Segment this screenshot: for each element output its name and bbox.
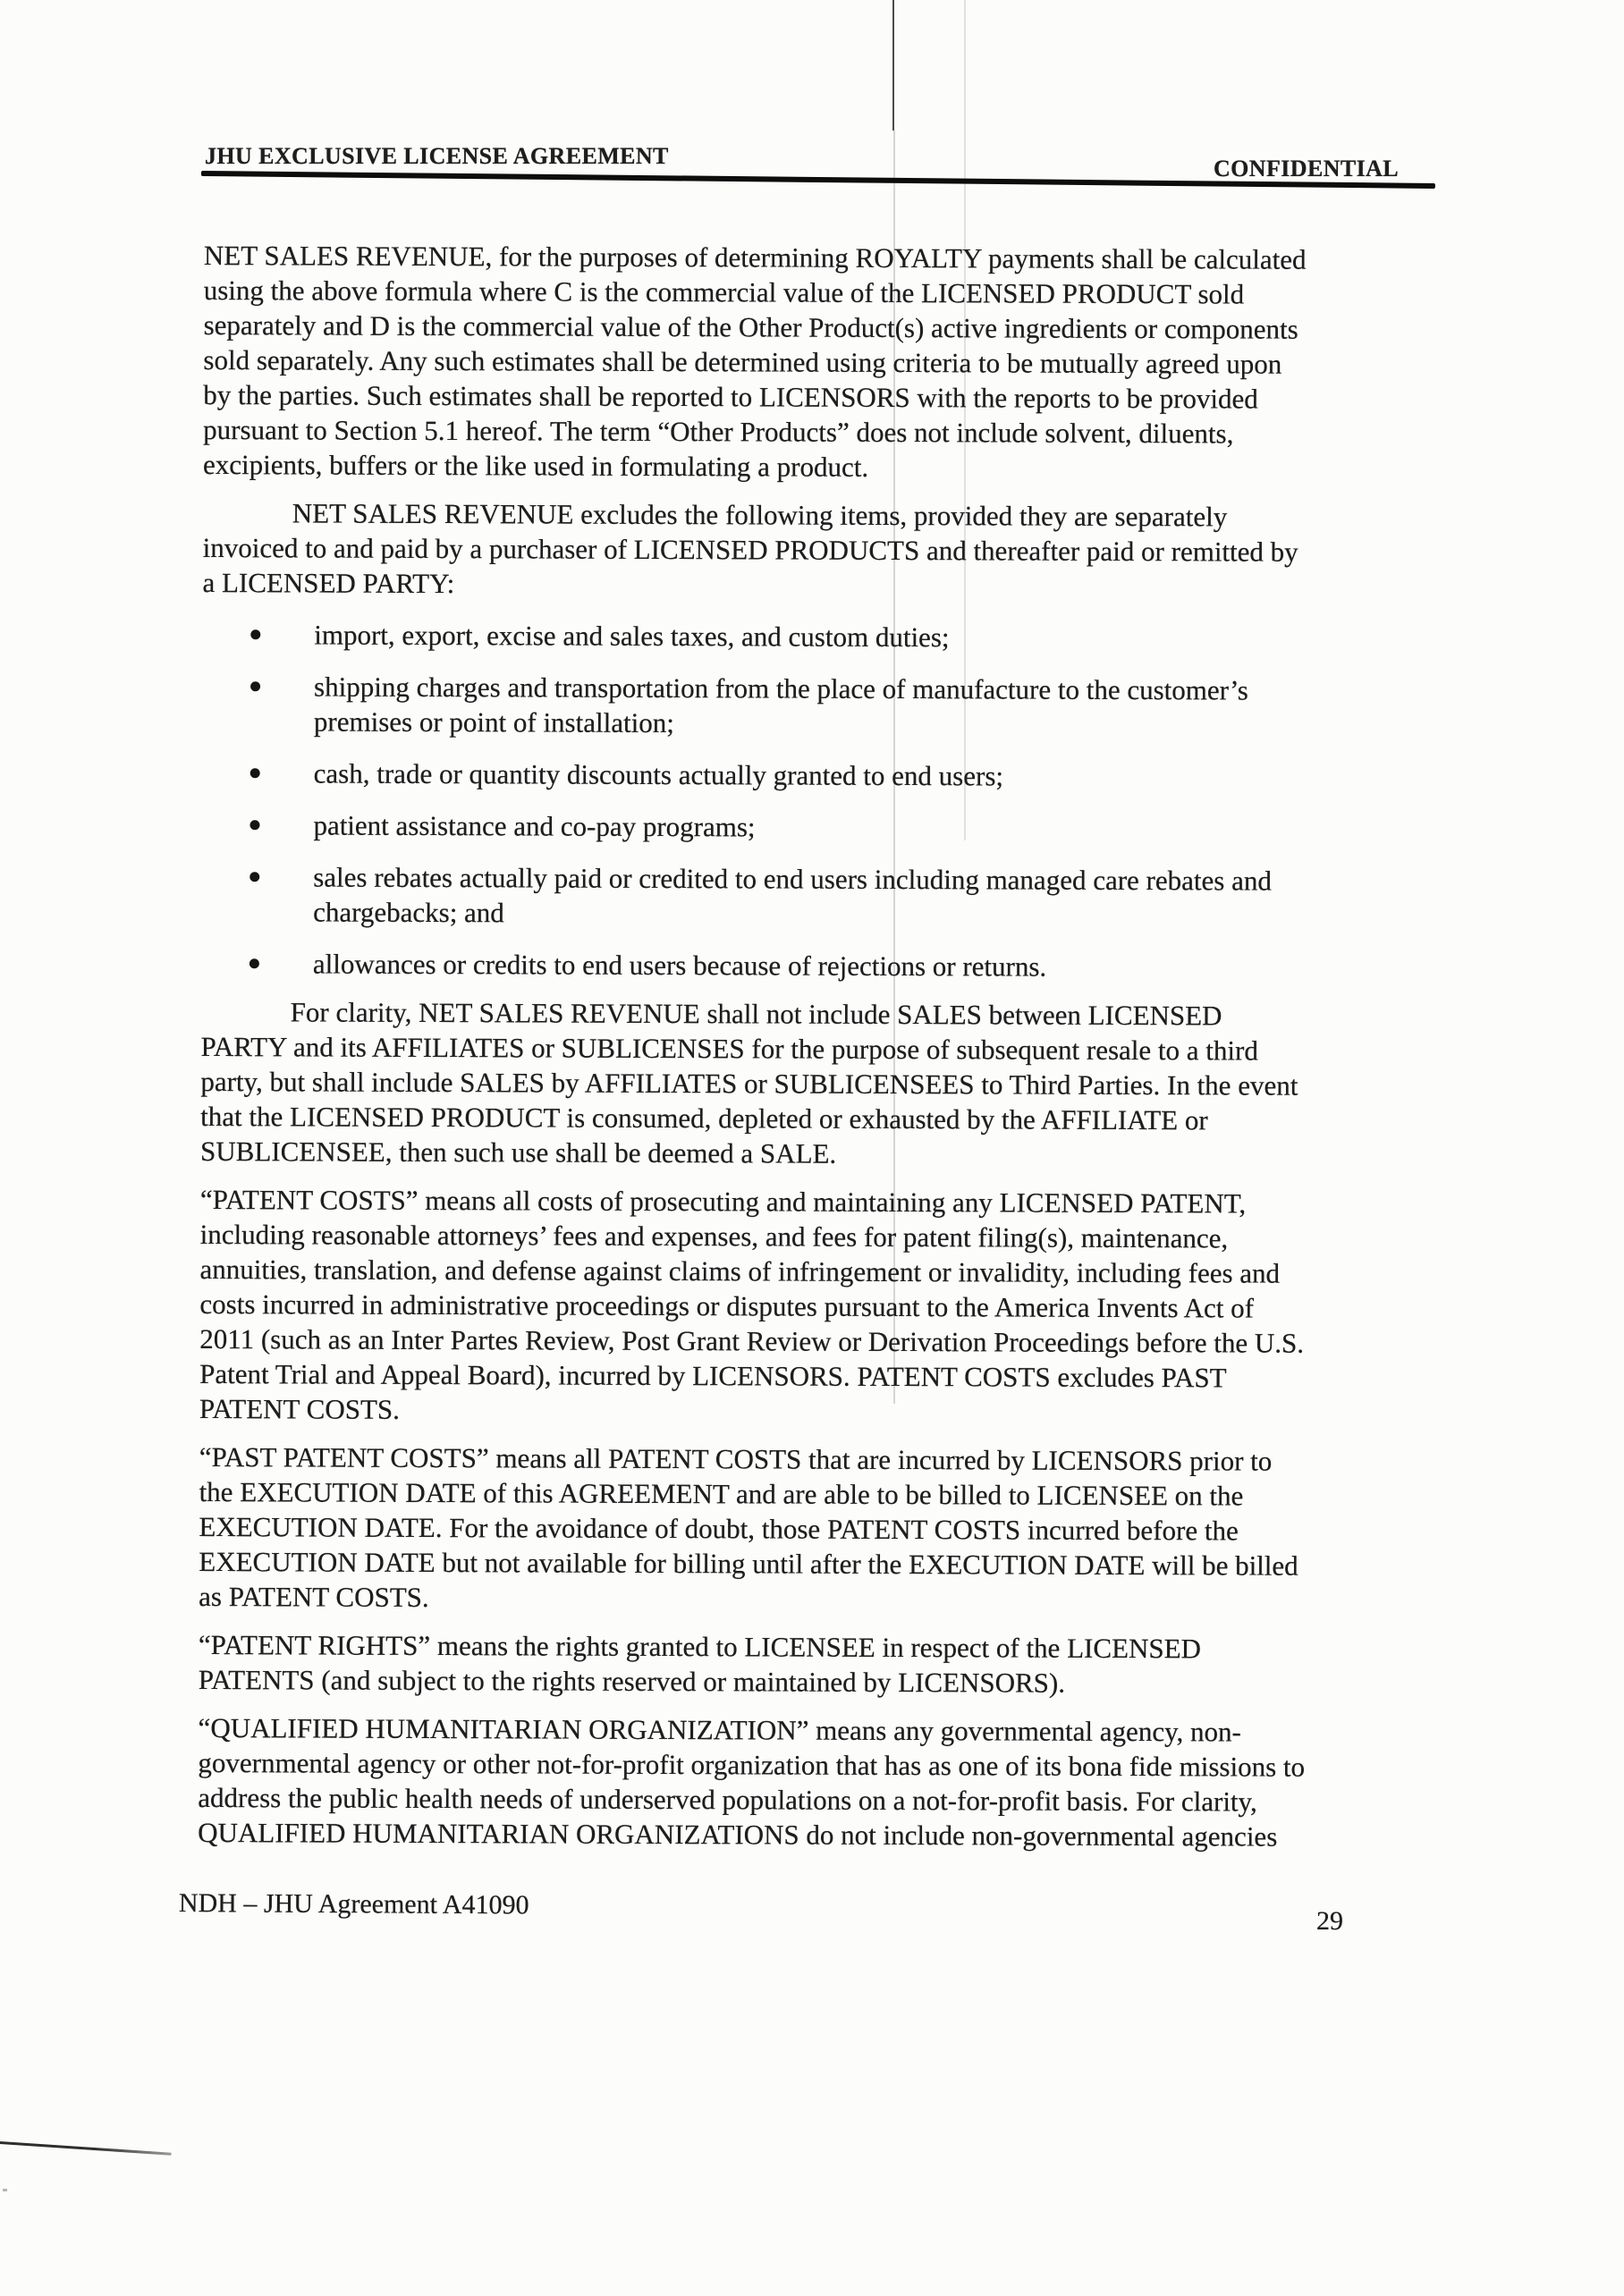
- bullet-text: import, export, excise and sales taxes, and custom duties;: [314, 619, 950, 654]
- exclusions-bullet-list: [201, 617, 1473, 985]
- scan-artifact-speck: [3, 2189, 7, 2191]
- footer-document-id: NDH – JHU Agreement A41090: [178, 1888, 529, 1920]
- header-document-title: JHU EXCLUSIVE LICENSE AGREEMENT: [205, 143, 669, 169]
- bullet-dot-icon: [250, 768, 260, 778]
- paragraph-patent-costs-definition: “PATENT COSTS” means all costs of prosecuting and maintaining any LICENSED PATENT, including reasonable attorneys’ fees and expenses, and fees for patent filing(s), maintenance, annuities, translation, and defense against claims of infringement or invalidity, including fees and costs incurred in administrative proceedings or disputes pursuant to the America Invents Act of 2011 (such as an Inter Partes Review, Post Grant Review or Derivation Proceedings before the U.S. Patent Trial and Appeal Board), incurred by LICENSORS. PATENT COSTS excludes PAST PATENT COSTS.: [199, 1183, 1305, 1425]
- bullet-dot-icon: [250, 820, 259, 830]
- paragraph-past-patent-costs-definition: “PAST PATENT COSTS” means all PATENT COSTS that are incurred by LICENSORS prior to the EXECUTION DATE of this AGREEMENT and are able to be billed to LICENSEE on the EXECUTION DATE. For the avoidance of doubt, those PATENT COSTS incurred before the EXECUTION DATE but not available for billing until after the EXECUTION DATE will be billed as PATENT COSTS.: [199, 1440, 1298, 1613]
- document-body: [198, 238, 1474, 1854]
- paragraph-patent-rights-definition: “PATENT RIGHTS” means the rights granted to LICENSEE in respect of the LICENSED PATENTS (and subject to the rights reserved or maintained by LICENSORS).: [198, 1628, 1202, 1699]
- paragraph-net-sales-calculation: NET SALES REVENUE, for the purposes of determining ROYALTY payments shall be calculated using the above formula where C is the commercial value of the LICENSED PRODUCT sold separately and D is the commercial value of the Other Product(s) active ingredients or components sold separately. Any such estimates shall be determined using criteria to be mutually agreed upon by the parties. Such estimates shall be reported to LICENSORS with the reports to be provided pursuant to Section 5.1 hereof. The term “Other Products” does not include solvent, diluents, excipients, buffers or the like used in formulating a product.: [202, 240, 1307, 483]
- bullet-dot-icon: [250, 958, 259, 968]
- footer-page-number: 29: [1316, 1906, 1343, 1936]
- header-confidential-label: CONFIDENTIAL: [1214, 156, 1400, 181]
- bullet-text: shipping charges and transportation from the place of manufacture to the customer’s premises or point of installation;: [313, 671, 1248, 739]
- scan-artifact-vertical-streak: [892, 0, 894, 131]
- bullet-text: sales rebates actually paid or credited to end users including managed care rebates and chargebacks; and: [313, 861, 1272, 929]
- list-item: [201, 946, 1471, 985]
- bullet-dot-icon: [250, 681, 260, 691]
- bullet-text: cash, trade or quantity discounts actually granted to end users;: [313, 757, 1004, 792]
- list-item: [202, 617, 1472, 656]
- list-item: [202, 755, 1472, 795]
- paragraph-net-sales-exclusions-intro: NET SALES REVENUE excludes the following items, provided they are separately invoiced to and paid by a purchaser of LICENSED PRODUCTS and thereafter paid or remitted by a LICENSED PARTY:: [202, 497, 1298, 600]
- bullet-text: allowances or credits to end users because of rejections or returns.: [312, 948, 1047, 983]
- bullet-text: patient assistance and co-pay programs;: [313, 809, 756, 843]
- list-item: [202, 669, 1472, 743]
- paragraph-for-clarity: For clarity, NET SALES REVENUE shall not include SALES between LICENSED PARTY and its AFFILIATES or SUBLICENSES for the purpose of subsequent resale to a third party, but shall include SALES by AFFILIATES or SUBLICENSEES to Third Parties. In the event that the LICENSED PRODUCT is consumed, depleted or exhausted by the AFFILIATE or SUBLICENSEE, then such use shall be deemed a SALE.: [200, 996, 1298, 1169]
- bullet-dot-icon: [250, 872, 259, 882]
- bullet-dot-icon: [250, 629, 260, 639]
- list-item: [201, 859, 1471, 933]
- paragraph-qualified-humanitarian-definition: “QUALIFIED HUMANITARIAN ORGANIZATION” means any governmental agency, non- governmental agency or other not-for-profit organization that has as one of its bona fide missions to address the public health needs of underserved populations on a not-for-profit basis. For clarity, QUALIFIED HUMANITARIAN ORGANIZATIONS do not include non-governmental agencies: [198, 1711, 1306, 1853]
- scan-artifact-bottom-line: [0, 2141, 172, 2156]
- list-item: [201, 807, 1471, 847]
